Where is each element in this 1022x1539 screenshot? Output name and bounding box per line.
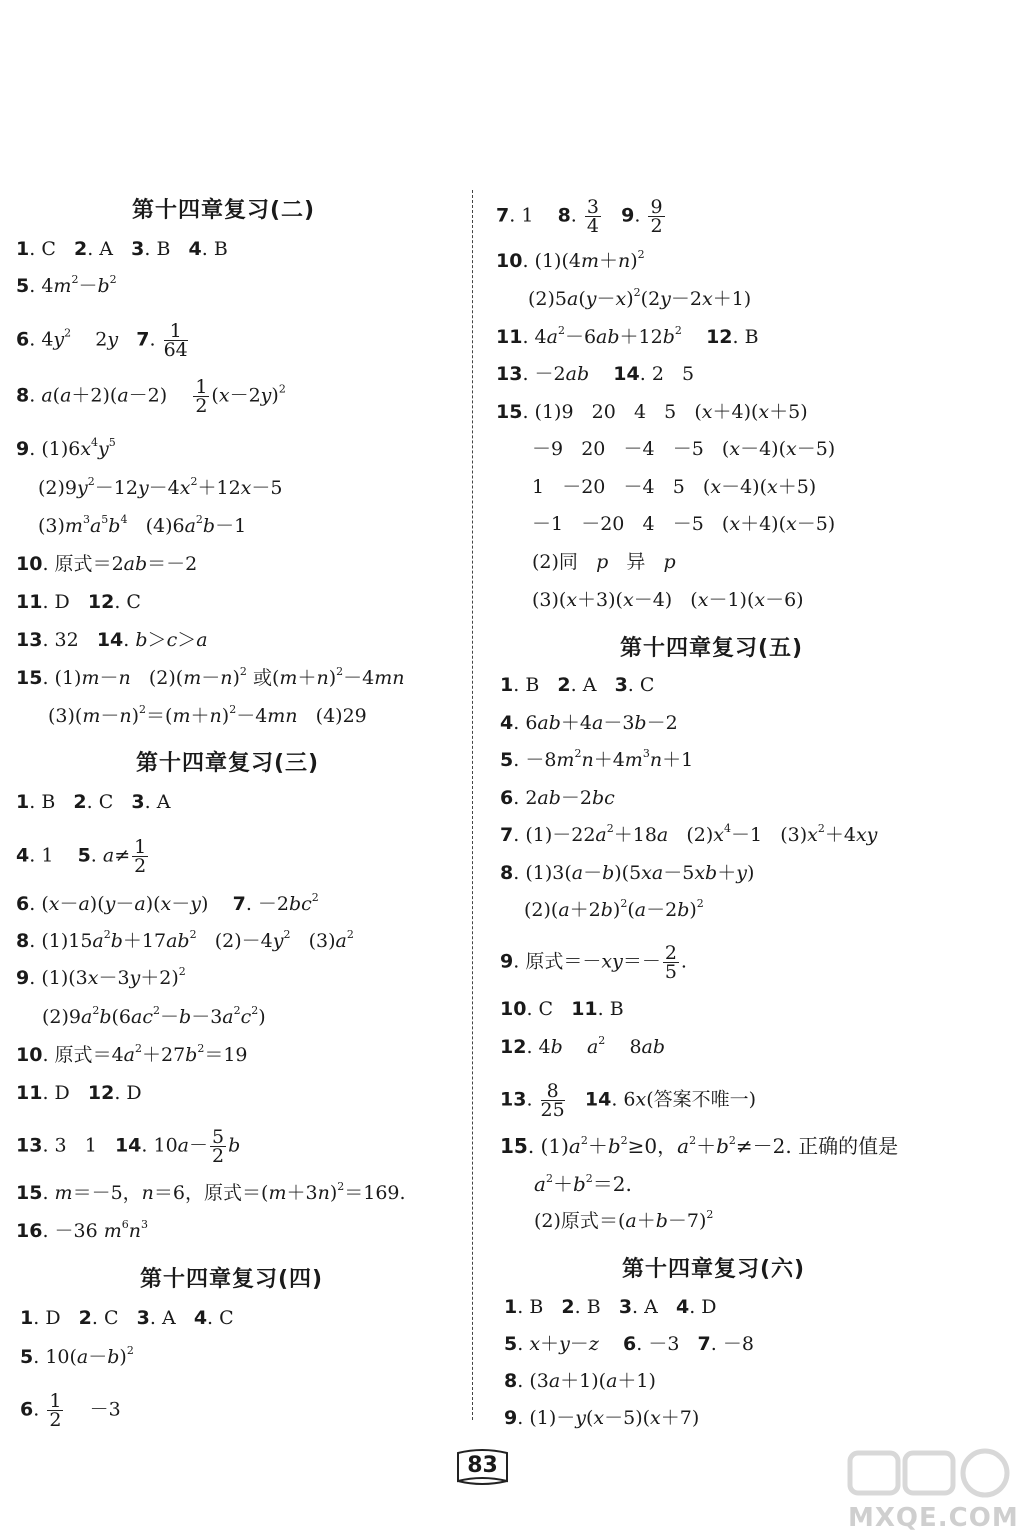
answer-line: 6. (x－a)(y－a)(x－y) 7. $-2bc^2$ [16, 891, 319, 915]
fraction: $\frac{9}{2}$ [650, 196, 663, 237]
answer-line: 5. $10(a-b)^2$ [20, 1344, 134, 1368]
answer-line: 15. (1)m－n $(2)(m-n)^2$ 或$(m+n)^2-4mn$ [16, 665, 405, 689]
answer-line: 4. 1 5. a≠ $\frac{1}{2}$ [16, 836, 147, 877]
answer-line: $(2)(a+2b)^2(a-2b)^2$ [524, 897, 704, 921]
answer-line: 11. D 12. D [16, 1082, 142, 1104]
text-huo: 或 [252, 667, 272, 689]
text-yuanshi: 原式 [54, 1044, 93, 1066]
answer-line: 1. B 2. B 3. A 4. D [504, 1296, 717, 1318]
answer-line: $a^2+b^2=2$. [534, 1172, 632, 1196]
answer-line: 13. $\frac{8}{25}$ 14. 6x(答案不唯一) [500, 1080, 757, 1121]
answer-line: 11. D 12. C [16, 591, 141, 613]
fraction: $\frac{1}{64}$ [163, 320, 188, 361]
answer-line: 1. B 2. A 3. C [500, 674, 655, 696]
answer-line: 13. 3 1 14. 10a－ $\frac{5}{2}$ b [16, 1126, 241, 1167]
section-title-3: 第十四章复习(三) [136, 751, 320, 776]
fraction: $\frac{1}{2}$ [49, 1390, 62, 1431]
answer-line: 6. $\frac{1}{2}$ －3 [20, 1390, 121, 1431]
text-correct-value: 正确的值是 [798, 1134, 899, 1158]
answer-line: 10. 原式$=4a^2+27b^2=19$ [16, 1042, 248, 1066]
text-yuanshi: 原式 [560, 1210, 599, 1232]
fraction: $\frac{3}{4}$ [586, 196, 599, 237]
fraction: $\frac{1}{2}$ [134, 836, 147, 877]
answer-line: 15. $(1)a^2+b^2\ge 0$，$a^2+b^2\ne-2$. 正确的值是 [500, 1134, 899, 1158]
fraction: $\frac{8}{25}$ [540, 1080, 565, 1121]
fraction: $\frac{1}{2}$ [195, 376, 208, 417]
answer-line: 8. a(a＋2)(a－2) $\frac{1}{2}$ $(x-2y)^2$ [16, 376, 286, 417]
answer-line: 6. 2ab－2bc [500, 787, 615, 809]
answer-line: (2)同 p 异 p [532, 551, 676, 573]
answer-line: 11. $4a^2-6ab+12b^2$ 12. B [496, 324, 759, 348]
answer-line: 10. $(1)(4m+n)^2$ [496, 248, 645, 272]
answer-line: (2)原式$=(a+b-7)^2$ [534, 1208, 714, 1232]
answer-line: －9 20 －4 －5 (x－4)(x－5) [532, 438, 836, 460]
answer-line: 13. 32 14. b＞c＞a [16, 629, 208, 651]
answer-line: 1. C 2. A 3. B 4. B [16, 238, 228, 260]
answer-line: －1 －20 4 －5 (x＋4)(x－5) [532, 513, 836, 535]
fraction: $\frac{2}{5}$ [664, 942, 677, 983]
answer-line: 7. 1 8. $\frac{3}{4}$ 9. $\frac{9}{2}$ [496, 196, 663, 237]
answer-line: $(2)9a^2b(6ac^2-b-3a^2c^2)$ [42, 1004, 266, 1028]
answer-line: 4. 6ab＋4a－3b－2 [500, 712, 678, 734]
answer-line: 5. x＋y－z 6. －3 7. －8 [504, 1333, 754, 1355]
text-yuanshi: 原式 [525, 950, 564, 973]
answer-line: $(2)5a(y-x)^2(2y-2x+1)$ [528, 286, 752, 310]
text-answer-not-unique: 答案不唯一 [653, 1088, 749, 1111]
answer-line: 5. $4m^2-b^2$ [16, 273, 117, 297]
answer-line: 9. $(1)6x^4y^5$ [16, 436, 116, 460]
text-yuanshi: 原式 [204, 1182, 243, 1204]
section-title-2: 第十四章复习(二) [132, 198, 316, 223]
watermark [840, 1445, 1020, 1535]
answer-line: 1 －20 －4 5 (x－4)(x＋5) [532, 476, 817, 498]
answer-line: 7. $(1)-22a^2+18a$ $(2)x^4-1$ $(3)x^2+4xy$ [500, 822, 878, 846]
answer-line: 12. 4b $a^2$ 8ab [500, 1034, 666, 1058]
watermark-text: MXQE.COM [848, 1503, 1019, 1533]
answer-line: 8. $(1)15a^2b+17ab^2$ $(2)-4y^2$ $(3)a^2$ [16, 928, 354, 952]
section-title-6: 第十四章复习(六) [622, 1257, 806, 1282]
answer-line: 10. 原式＝2ab＝－2 [16, 553, 198, 575]
answer-line: 9. (1)－y(x－5)(x＋7) [504, 1407, 700, 1429]
answer-line: 13. －2ab 14. 2 5 [496, 363, 695, 385]
section-title-4: 第十四章复习(四) [140, 1267, 324, 1292]
answer-line: 16. －36 $m^6n^3$ [16, 1218, 149, 1242]
column-divider [472, 190, 473, 1420]
answer-line: 5. $-8m^2n+4m^3n+1$ [500, 747, 694, 771]
page-number [455, 1447, 510, 1487]
page-number-text: 83 [467, 1453, 498, 1478]
text-tong: 同 [558, 551, 578, 573]
answer-line: $(2)9y^2-12y-4x^2+12x-5$ [38, 475, 283, 499]
text-yuanshi: 原式 [54, 553, 93, 575]
fraction: $\frac{5}{2}$ [212, 1126, 225, 1167]
answer-line: 8. (3a＋1)(a＋1) [504, 1370, 656, 1392]
answer-line: 1. B 2. C 3. A [16, 791, 171, 813]
answer-line: 1. D 2. C 3. A 4. C [20, 1307, 234, 1329]
answer-line: 10. C 11. B [500, 998, 624, 1020]
answer-line: 9. $(1)(3x-3y+2)^2$ [16, 965, 186, 989]
answer-line: 6. $4y^2$ 2y 7. $\frac{1}{64}$ [16, 320, 188, 361]
answer-line: $(3)(m-n)^2=(m+n)^2-4mn$ (4)29 [48, 703, 367, 727]
text-yi: 异 [626, 551, 646, 573]
answer-line: 8. (1)3(a－b)(5xa－5xb＋y) [500, 862, 755, 884]
answer-line: 9. 原式＝－xy＝－ $\frac{2}{5}$ . [500, 942, 687, 983]
answer-line: 15. (1)9 20 4 5 (x＋4)(x＋5) [496, 401, 808, 423]
answer-line: $(3)m^3a^5b^4$ $(4)6a^2b-1$ [38, 513, 247, 537]
answer-line: (3)(x＋3)(x－4) (x－1)(x－6) [532, 589, 804, 611]
answer-line: 15. m＝－5，n＝6，原式$=(m+3n)^2=169$. [16, 1180, 406, 1204]
section-title-5: 第十四章复习(五) [620, 636, 804, 661]
